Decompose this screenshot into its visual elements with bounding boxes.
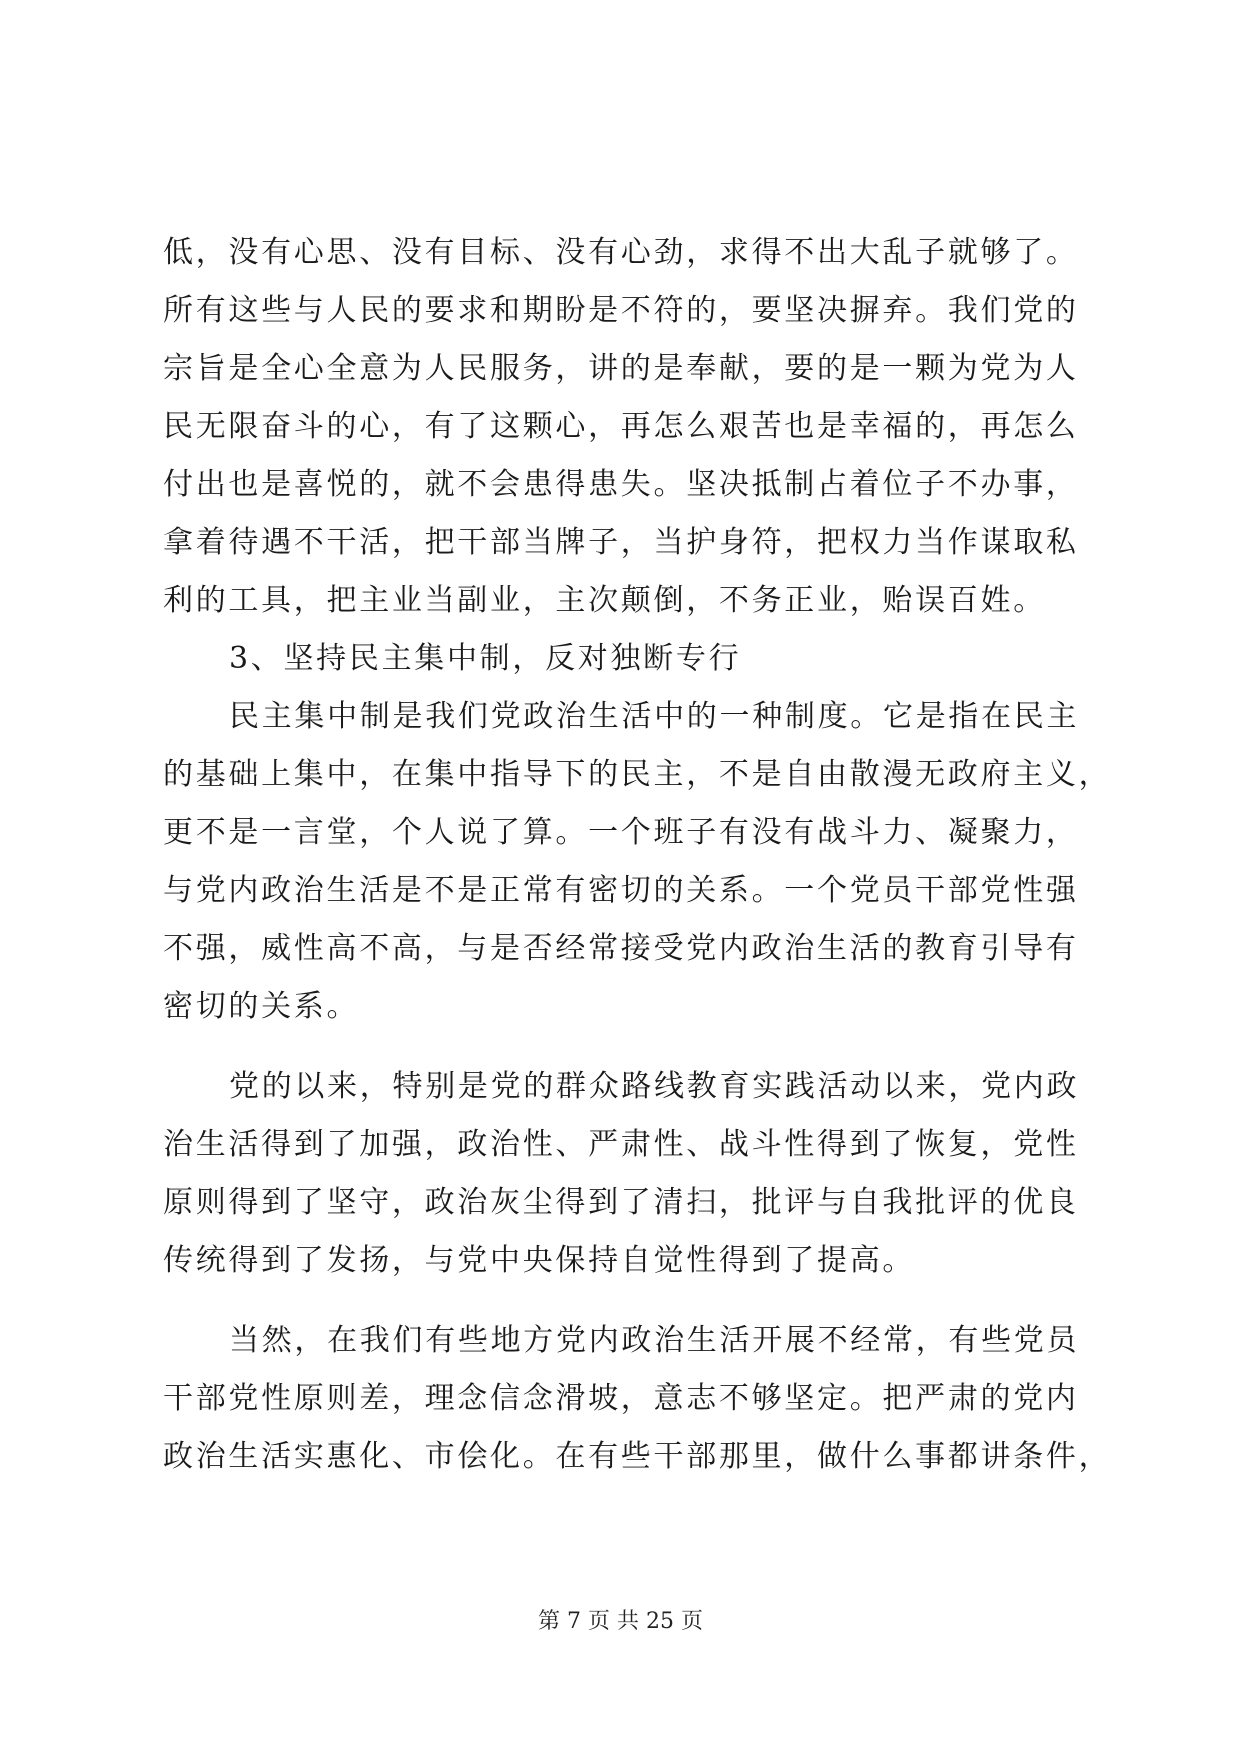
document-body [163,224,1112,1486]
text-line: 干部党性原则差，理念信念滑坡，意志不够坚定。把严肃的党内 [163,1381,1079,1416]
text-line: 当然，在我们有些地方党内政治生活开展不经常，有些党员 [229,1323,1080,1358]
text-line: 的基础上集中，在集中指导下的民主，不是自由散漫无政府主义， [163,757,1112,792]
text-line: 传统得到了发扬，与党中央保持自觉性得到了提高。 [163,1243,916,1278]
text-line: 不强，威性高不高，与是否经常接受党内政治生活的教育引导有 [163,931,1079,966]
text-line: 与党内政治生活是不是正常有密切的关系。一个党员干部党性强 [163,873,1079,908]
text-line: 治生活得到了加强，政治性、严肃性、战斗性得到了恢复，党性 [163,1127,1079,1162]
text-line: 更不是一言堂，个人说了算。一个班子有没有战斗力、凝聚力， [163,815,1079,850]
text-line: 付出也是喜悦的，就不会患得患失。坚决抵制占着位子不办事， [163,467,1079,502]
text-line: 所有这些与人民的要求和期盼是不符的，要坚决摒弃。我们党的 [163,293,1079,328]
section-heading: 3、坚持民主集中制，反对独断专行 [229,641,742,676]
text-line: 拿着待遇不干活，把干部当牌子，当护身符，把权力当作谋取私 [163,525,1079,560]
page-number-footer: 第 7 页 共 25 页 [538,1609,703,1634]
text-line: 利的工具，把主业当副业，主次颠倒，不务正业，贻误百姓。 [163,583,1046,618]
text-line: 低，没有心思、没有目标、没有心劲，求得不出大乱子就够了。 [163,235,1079,270]
text-line: 原则得到了坚守，政治灰尘得到了清扫，批评与自我批评的优良 [163,1185,1079,1220]
text-line: 宗旨是全心全意为人民服务，讲的是奉献，要的是一颗为党为人 [163,351,1079,386]
paragraph-gap [163,1036,1088,1058]
text-line: 密切的关系。 [163,989,360,1024]
text-line: 民无限奋斗的心，有了这颗心，再怎么艰苦也是幸福的，再怎么 [163,409,1079,444]
paragraph-gap [163,1290,1088,1312]
text-line: 民主集中制是我们党政治生活中的一种制度。它是指在民主 [229,699,1080,734]
text-line: 党的以来，特别是党的群众路线教育实践活动以来，党内政 [229,1069,1080,1104]
text-line: 政治生活实惠化、市侩化。在有些干部那里，做什么事都讲条件， [163,1439,1112,1474]
